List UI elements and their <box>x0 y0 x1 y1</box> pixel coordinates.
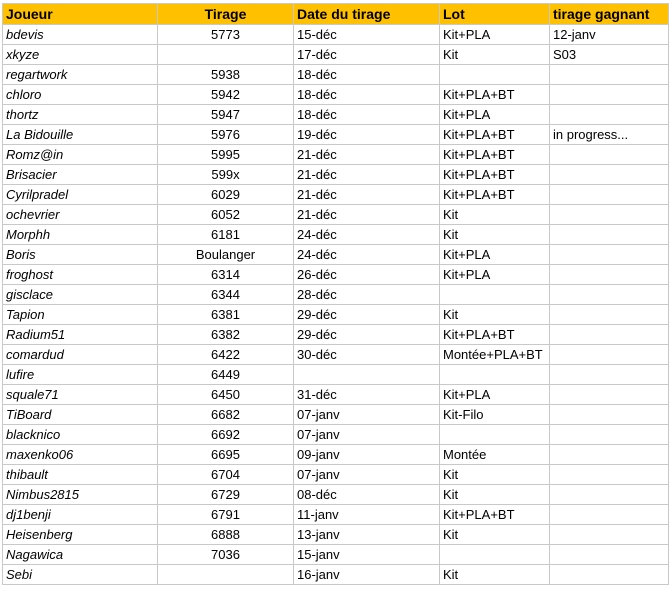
cell-tirage-gagnant[interactable] <box>550 105 669 125</box>
cell-tirage-gagnant[interactable] <box>550 385 669 405</box>
cell-tirage[interactable]: 6888 <box>158 525 294 545</box>
cell-tirage[interactable]: 6450 <box>158 385 294 405</box>
cell-date[interactable]: 21-déc <box>294 145 440 165</box>
cell-joueur[interactable]: bdevis <box>3 25 158 45</box>
cell-joueur[interactable]: squale71 <box>3 385 158 405</box>
header-tirage-gagnant[interactable]: tirage gagnant <box>550 4 669 25</box>
cell-lot[interactable]: Kit <box>440 225 550 245</box>
cell-lot[interactable]: Montée+PLA+BT <box>440 345 550 365</box>
cell-date[interactable]: 19-déc <box>294 125 440 145</box>
cell-lot[interactable] <box>440 285 550 305</box>
cell-tirage-gagnant[interactable] <box>550 285 669 305</box>
cell-lot[interactable]: Kit-Filo <box>440 405 550 425</box>
cell-joueur[interactable]: maxenko06 <box>3 445 158 465</box>
cell-tirage-gagnant[interactable] <box>550 85 669 105</box>
cell-lot[interactable]: Kit+PLA+BT <box>440 85 550 105</box>
cell-tirage[interactable]: 6181 <box>158 225 294 245</box>
cell-tirage[interactable]: 6704 <box>158 465 294 485</box>
cell-tirage-gagnant[interactable] <box>550 145 669 165</box>
table-row <box>3 425 669 445</box>
cell-date[interactable]: 18-déc <box>294 85 440 105</box>
cell-tirage-gagnant[interactable] <box>550 345 669 365</box>
header-date-du-tirage[interactable]: Date du tirage <box>294 4 440 25</box>
cell-date[interactable]: 24-déc <box>294 225 440 245</box>
cell-joueur[interactable]: xkyze <box>3 45 158 65</box>
cell-tirage[interactable] <box>158 565 294 585</box>
cell-date[interactable]: 29-déc <box>294 325 440 345</box>
cell-tirage-gagnant[interactable] <box>550 205 669 225</box>
table-header <box>3 4 669 25</box>
cell-date[interactable]: 16-janv <box>294 565 440 585</box>
cell-lot[interactable] <box>440 365 550 385</box>
table-row <box>3 85 669 105</box>
cell-date[interactable]: 21-déc <box>294 185 440 205</box>
cell-joueur[interactable]: Heisenberg <box>3 525 158 545</box>
cell-lot[interactable]: Kit+PLA+BT <box>440 125 550 145</box>
cell-lot[interactable] <box>440 425 550 445</box>
table-row <box>3 345 669 365</box>
cell-lot[interactable]: Kit+PLA <box>440 245 550 265</box>
cell-joueur[interactable]: Nagawica <box>3 545 158 565</box>
cell-lot[interactable]: Kit+PLA <box>440 385 550 405</box>
cell-tirage-gagnant[interactable] <box>550 65 669 85</box>
cell-lot[interactable]: Kit <box>440 485 550 505</box>
table-row <box>3 445 669 465</box>
cell-date[interactable]: 17-déc <box>294 45 440 65</box>
cell-joueur[interactable]: Radium51 <box>3 325 158 345</box>
cell-joueur[interactable]: dj1benji <box>3 505 158 525</box>
cell-date[interactable]: 29-déc <box>294 305 440 325</box>
cell-date[interactable]: 28-déc <box>294 285 440 305</box>
cell-tirage-gagnant[interactable] <box>550 245 669 265</box>
cell-tirage-gagnant[interactable] <box>550 165 669 185</box>
cell-tirage[interactable]: 7036 <box>158 545 294 565</box>
cell-tirage[interactable]: 5947 <box>158 105 294 125</box>
cell-tirage-gagnant[interactable] <box>550 445 669 465</box>
cell-tirage[interactable]: 599x <box>158 165 294 185</box>
header-joueur[interactable]: Joueur <box>3 4 158 25</box>
cell-tirage-gagnant[interactable] <box>550 305 669 325</box>
cell-joueur[interactable]: Nimbus2815 <box>3 485 158 505</box>
cell-lot[interactable]: Kit+PLA <box>440 105 550 125</box>
cell-joueur[interactable]: Cyrilpradel <box>3 185 158 205</box>
cell-joueur[interactable]: Romz@in <box>3 145 158 165</box>
table-row <box>3 385 669 405</box>
cell-lot[interactable]: Kit <box>440 465 550 485</box>
cell-joueur[interactable]: Morphh <box>3 225 158 245</box>
cell-tirage-gagnant[interactable]: 12-janv <box>550 25 669 45</box>
cell-tirage-gagnant[interactable] <box>550 505 669 525</box>
cell-date[interactable]: 24-déc <box>294 245 440 265</box>
cell-joueur[interactable]: Brisacier <box>3 165 158 185</box>
header-lot[interactable]: Lot <box>440 4 550 25</box>
cell-tirage-gagnant[interactable] <box>550 265 669 285</box>
cell-tirage-gagnant[interactable]: S03 <box>550 45 669 65</box>
cell-tirage[interactable]: 6381 <box>158 305 294 325</box>
cell-joueur[interactable]: regartwork <box>3 65 158 85</box>
table-row <box>3 245 669 265</box>
table-row <box>3 125 669 145</box>
cell-date[interactable]: 30-déc <box>294 345 440 365</box>
table-row <box>3 265 669 285</box>
cell-joueur[interactable]: ochevrier <box>3 205 158 225</box>
cell-tirage-gagnant[interactable] <box>550 525 669 545</box>
cell-joueur[interactable]: comardud <box>3 345 158 365</box>
cell-date[interactable]: 21-déc <box>294 205 440 225</box>
cell-joueur[interactable]: gisclace <box>3 285 158 305</box>
cell-date[interactable]: 26-déc <box>294 265 440 285</box>
cell-joueur[interactable]: Boris <box>3 245 158 265</box>
cell-tirage[interactable]: Boulanger <box>158 245 294 265</box>
table-row <box>3 145 669 165</box>
table-row <box>3 485 669 505</box>
cell-date[interactable]: 13-janv <box>294 525 440 545</box>
cell-tirage-gagnant[interactable]: in progress... <box>550 125 669 145</box>
cell-lot[interactable]: Kit <box>440 565 550 585</box>
cell-tirage[interactable]: 5976 <box>158 125 294 145</box>
cell-tirage[interactable]: 6314 <box>158 265 294 285</box>
cell-date[interactable]: 21-déc <box>294 165 440 185</box>
cell-tirage[interactable]: 5773 <box>158 25 294 45</box>
cell-joueur[interactable]: La Bidouille <box>3 125 158 145</box>
cell-lot[interactable]: Kit <box>440 305 550 325</box>
table-row <box>3 465 669 485</box>
cell-lot[interactable] <box>440 545 550 565</box>
cell-tirage[interactable]: 5938 <box>158 65 294 85</box>
cell-tirage-gagnant[interactable] <box>550 545 669 565</box>
cell-tirage-gagnant[interactable] <box>550 485 669 505</box>
cell-lot[interactable]: Kit <box>440 205 550 225</box>
cell-lot[interactable]: Kit+PLA+BT <box>440 505 550 525</box>
table-body <box>3 25 669 585</box>
table-row <box>3 65 669 85</box>
cell-tirage-gagnant[interactable] <box>550 185 669 205</box>
table-row <box>3 305 669 325</box>
table-row <box>3 525 669 545</box>
cell-joueur[interactable]: lufire <box>3 365 158 385</box>
cell-date[interactable]: 15-janv <box>294 545 440 565</box>
cell-date[interactable]: 07-janv <box>294 425 440 445</box>
cell-date[interactable]: 09-janv <box>294 445 440 465</box>
cell-date[interactable]: 07-janv <box>294 465 440 485</box>
spreadsheet-table <box>2 3 669 585</box>
table-row <box>3 165 669 185</box>
cell-tirage[interactable]: 6692 <box>158 425 294 445</box>
cell-lot[interactable]: Kit+PLA+BT <box>440 325 550 345</box>
cell-lot[interactable]: Kit+PLA <box>440 25 550 45</box>
cell-tirage-gagnant[interactable] <box>550 325 669 345</box>
cell-tirage-gagnant[interactable] <box>550 365 669 385</box>
cell-joueur[interactable]: thibault <box>3 465 158 485</box>
cell-date[interactable]: 15-déc <box>294 25 440 45</box>
cell-lot[interactable]: Montée <box>440 445 550 465</box>
cell-tirage[interactable]: 6682 <box>158 405 294 425</box>
cell-lot[interactable]: Kit+PLA+BT <box>440 145 550 165</box>
cell-tirage-gagnant[interactable] <box>550 465 669 485</box>
cell-lot[interactable]: Kit+PLA+BT <box>440 165 550 185</box>
table-row <box>3 405 669 425</box>
cell-tirage-gagnant[interactable] <box>550 565 669 585</box>
cell-tirage[interactable]: 6344 <box>158 285 294 305</box>
cell-tirage[interactable]: 6382 <box>158 325 294 345</box>
table-row <box>3 505 669 525</box>
table-row <box>3 225 669 245</box>
cell-tirage[interactable]: 6695 <box>158 445 294 465</box>
cell-tirage-gagnant[interactable] <box>550 425 669 445</box>
cell-tirage[interactable]: 5995 <box>158 145 294 165</box>
cell-joueur[interactable]: Sebi <box>3 565 158 585</box>
table-row <box>3 325 669 345</box>
cell-date[interactable] <box>294 365 440 385</box>
cell-lot[interactable]: Kit <box>440 45 550 65</box>
cell-tirage[interactable]: 6052 <box>158 205 294 225</box>
cell-tirage[interactable]: 6729 <box>158 485 294 505</box>
cell-tirage-gagnant[interactable] <box>550 405 669 425</box>
cell-joueur[interactable]: TiBoard <box>3 405 158 425</box>
table-row <box>3 545 669 565</box>
table-row <box>3 565 669 585</box>
cell-date[interactable]: 18-déc <box>294 65 440 85</box>
table-row <box>3 25 669 45</box>
table-row <box>3 285 669 305</box>
cell-lot[interactable]: Kit+PLA <box>440 265 550 285</box>
table-row <box>3 45 669 65</box>
cell-joueur[interactable]: blacknico <box>3 425 158 445</box>
cell-joueur[interactable]: froghost <box>3 265 158 285</box>
cell-tirage-gagnant[interactable] <box>550 225 669 245</box>
cell-tirage[interactable]: 6791 <box>158 505 294 525</box>
table-row <box>3 185 669 205</box>
cell-tirage[interactable]: 6449 <box>158 365 294 385</box>
table-row <box>3 365 669 385</box>
cell-date[interactable]: 31-déc <box>294 385 440 405</box>
header-row <box>3 4 669 25</box>
cell-joueur[interactable]: Tapion <box>3 305 158 325</box>
cell-lot[interactable] <box>440 65 550 85</box>
cell-tirage[interactable] <box>158 45 294 65</box>
table-row <box>3 205 669 225</box>
cell-joueur[interactable]: chloro <box>3 85 158 105</box>
header-tirage[interactable]: Tirage <box>158 4 294 25</box>
table-row <box>3 105 669 125</box>
cell-tirage[interactable]: 6422 <box>158 345 294 365</box>
cell-tirage[interactable]: 5942 <box>158 85 294 105</box>
cell-tirage[interactable]: 6029 <box>158 185 294 205</box>
cell-date[interactable]: 08-déc <box>294 485 440 505</box>
cell-date[interactable]: 18-déc <box>294 105 440 125</box>
cell-lot[interactable]: Kit <box>440 525 550 545</box>
cell-date[interactable]: 07-janv <box>294 405 440 425</box>
cell-joueur[interactable]: thortz <box>3 105 158 125</box>
cell-date[interactable]: 11-janv <box>294 505 440 525</box>
cell-lot[interactable]: Kit+PLA+BT <box>440 185 550 205</box>
